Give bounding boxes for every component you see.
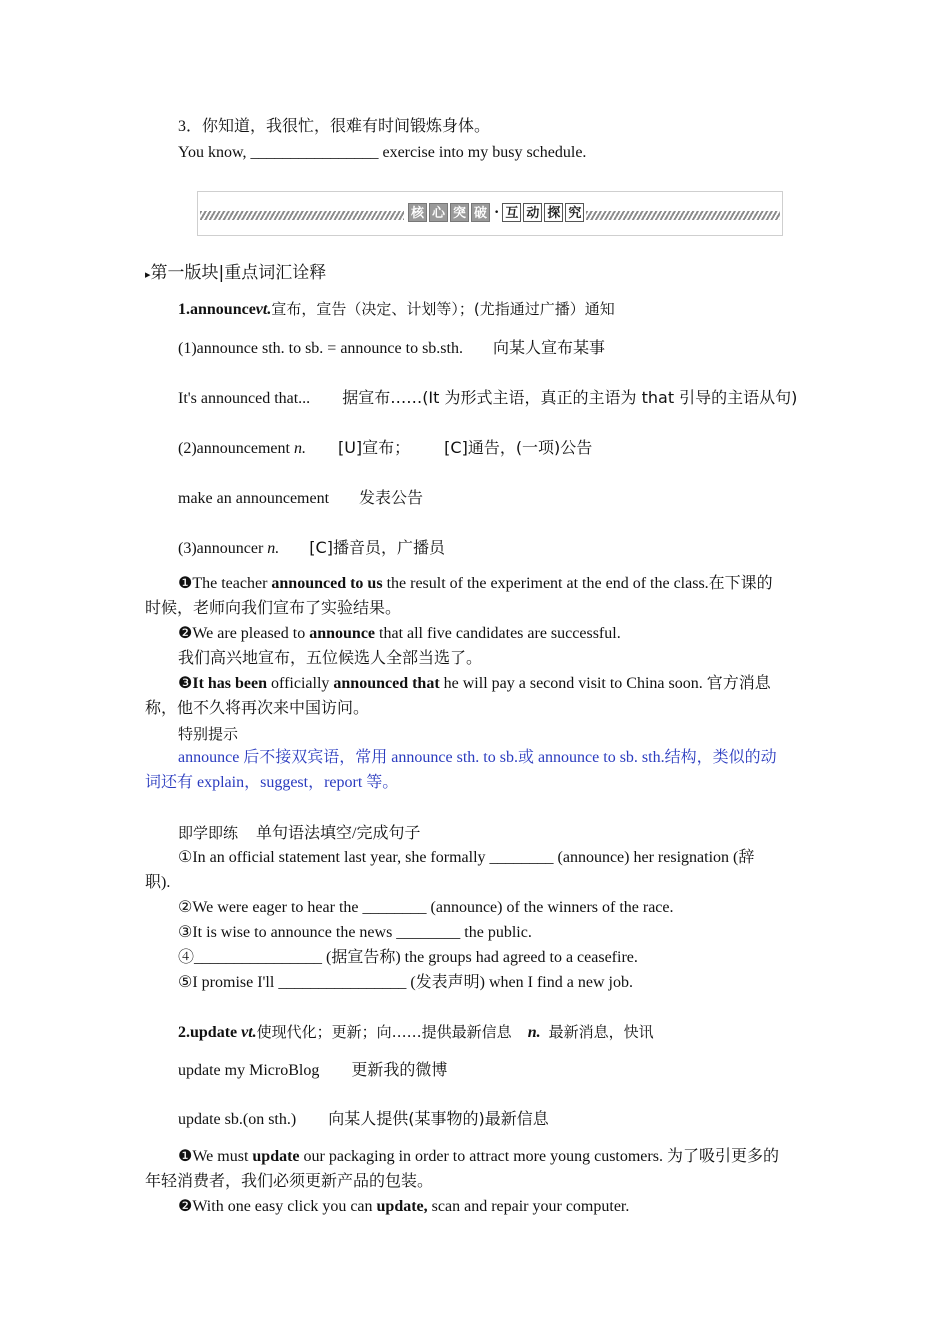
banner-hatch-left (200, 211, 404, 220)
update-example-1-cont: 年轻消费者，我们必须更新产品的包装。 (145, 1173, 434, 1190)
phrase-en: It's announced that... (178, 390, 311, 407)
announce-heading (178, 298, 615, 321)
practice-label: 即学即练 (178, 824, 239, 842)
practice-q1: ①In an official statement last year, she formally ________ (announce) her resignation (辞 (178, 849, 755, 866)
phrase-cn: 更新我的微博 (351, 1060, 448, 1079)
part-of-speech: n. (527, 1024, 541, 1041)
tip-line-1: announce 后不接双宾语，常用 announce sth. to sb.或 announce to sb. sth.结构，类似的动 (178, 749, 777, 766)
announce-example-1: ❶The teacher announced to us the result of the experiment at the end of the class.在下课的 (178, 575, 773, 592)
banner-char: 破 (471, 203, 490, 222)
announce-example-3-cont: 称，他不久将再次来中国访问。 (145, 700, 370, 717)
part-of-speech: vt. (255, 301, 272, 318)
update-phrase-1 (178, 1059, 447, 1082)
banner-tiles (408, 203, 586, 222)
section-banner (197, 191, 783, 236)
phrase-cn: 向某人提供(某事物的)最新信息 (328, 1109, 549, 1128)
announce-example-1-cont: 时候，老师向我们宣布了实验结果。 (145, 600, 402, 617)
phrase-en: make an announcement (178, 490, 330, 507)
phrase-u: [U]宣布； (337, 438, 411, 457)
banner-char: 互 (502, 203, 521, 222)
phrase-c: [C]通告，(一项)公告 (444, 438, 593, 457)
announce-phrase-4 (178, 487, 423, 510)
banner-left-group (408, 203, 492, 222)
phrase-en: update my MicroBlog (178, 1062, 320, 1079)
phrase-en: (2)announcement (178, 440, 290, 457)
banner-char: 探 (544, 203, 563, 222)
phrase-cn: [C]播音员，广播员 (309, 538, 445, 557)
announce-phrase-5 (178, 537, 445, 560)
example-number-icon: ❷ (178, 1198, 193, 1215)
update-example-1: ❶We must update our packaging in order to attract more young customers. 为了吸引更多的 (178, 1148, 779, 1165)
banner-right-group (502, 203, 586, 222)
phrase-en: update sb.(on sth.) (178, 1111, 297, 1128)
phrase-cn: 据宣布……(It 为形式主语，真正的主语为 that 引导的主语从句) (342, 388, 798, 407)
practice-sub: 单句语法填空/完成句子 (256, 825, 421, 842)
section-marker-icon: ▸ (145, 268, 151, 281)
headword: 2.update (178, 1024, 238, 1041)
tip-line-2: 词还有 explain，suggest，report 等。 (145, 774, 399, 791)
banner-char: 突 (450, 203, 469, 222)
practice-heading (178, 822, 420, 845)
banner-separator: · (494, 203, 500, 221)
example-number-icon: ❷ (178, 625, 193, 642)
phrase-cn: 向某人宣布某事 (492, 338, 605, 357)
announce-phrase-2 (178, 387, 797, 410)
practice-q5: ⑤I promise I'll ________________ (发表声明) when I find a new job. (178, 974, 633, 991)
practice-q3: ③It is wise to announce the news ________ the public. (178, 924, 532, 941)
announce-example-2: ❷We are pleased to announce that all five candidates are successful. (178, 625, 621, 642)
example-number-icon: ❶ (178, 575, 193, 592)
announce-phrase-3 (178, 437, 592, 460)
update-heading (178, 1021, 654, 1044)
q3-english: You know, ________________ exercise into my busy schedule. (178, 144, 587, 161)
definition-n: 最新消息，快讯 (548, 1023, 654, 1041)
phrase-cn: 发表公告 (359, 488, 424, 507)
banner-char: 究 (565, 203, 584, 222)
announce-example-3: ❸It has been officially announced that he will pay a second visit to China soon. 官方消息 (178, 675, 771, 692)
practice-q4: ④________________ (据宣告称) the groups had agreed to a ceasefire. (178, 949, 638, 966)
banner-char: 核 (408, 203, 427, 222)
tip-title: 特别提示 (178, 725, 239, 743)
q3-chinese: 3．你知道，我很忙，很难有时间锻炼身体。 (178, 118, 491, 135)
part-of-speech: n. (293, 440, 306, 457)
banner-hatch-right (586, 211, 780, 220)
part-of-speech: n. (267, 540, 280, 557)
example-number-icon: ❸ (178, 675, 193, 692)
practice-q2: ②We were eager to hear the ________ (announce) of the winners of the race. (178, 899, 674, 916)
definition: 使现代化；更新；向……提供最新信息 (256, 1023, 512, 1041)
headword: 1.announce (178, 301, 256, 318)
announce-example-2-translation: 我们高兴地宣布，五位候选人全部当选了。 (178, 650, 483, 667)
update-example-2: ❷With one easy click you can update, scan and repair your computer. (178, 1198, 630, 1215)
part-of-speech: vt. (241, 1024, 257, 1041)
section-heading (145, 262, 326, 286)
banner-char: 动 (523, 203, 542, 222)
phrase-en: (3)announcer (178, 540, 264, 557)
section-title: 第一版块|重点词汇诠释 (150, 263, 327, 283)
banner-char: 心 (429, 203, 448, 222)
definition: 宣布，宣告（决定、计划等）；(尤指通过广播）通知 (271, 300, 615, 318)
phrase-en: (1)announce sth. to sb. = announce to sb.sth. (178, 340, 463, 357)
announce-phrase-1 (178, 337, 605, 360)
practice-q1-cont: 职). (145, 874, 171, 891)
update-phrase-2 (178, 1108, 549, 1131)
example-number-icon: ❶ (178, 1148, 193, 1165)
